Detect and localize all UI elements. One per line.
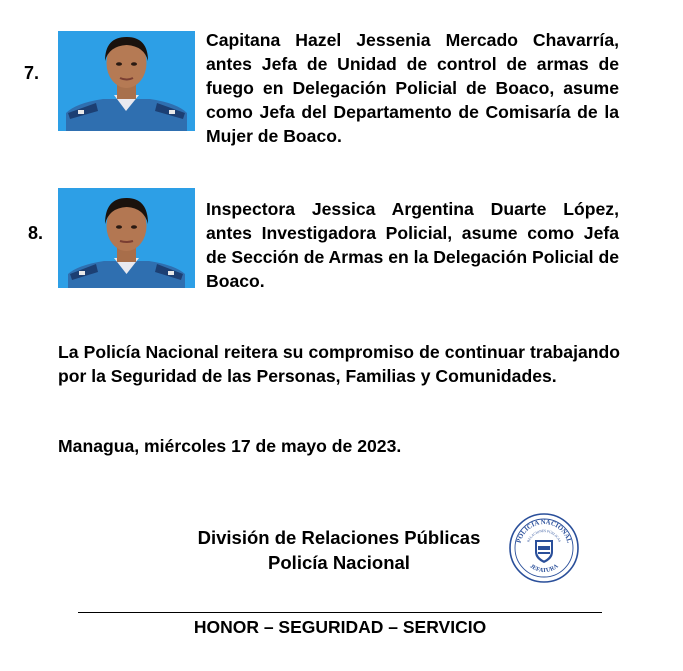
entry-text: Inspectora Jessica Argentina Duarte López, antes Investigadora Policial, asume como Jefa de Sección de Armas en la Delegación Policial de Boaco.: [206, 199, 619, 291]
footer-divider: [78, 612, 602, 613]
seal-text-bottom: JEFATURA: [528, 563, 560, 575]
footer-motto: HONOR – SEGURIDAD – SERVICIO: [193, 617, 487, 637]
signature-department: División de Relaciones Públicas: [197, 527, 481, 548]
police-seal-icon: [508, 512, 580, 584]
officer-portrait-photo: [58, 31, 195, 131]
entry-number: 7.: [24, 63, 40, 83]
entry-text: Capitana Hazel Jessenia Mercado Chavarría, antes Jefa de Unidad de control de armas de fuego en Delegación Policial de Boaco, asume como Jefa del Departamento de Comisaría de la Mujer de Boaco.: [206, 30, 619, 146]
officer-photo: [58, 31, 195, 131]
seal-text-top: POLICIA NACIONAL: [515, 518, 573, 544]
seal-text-inner: RELACIONES PÚBLICAS: [526, 528, 562, 543]
dateline: Managua, miércoles 17 de mayo de 2023.: [58, 436, 402, 456]
signature-institution: Policía Nacional: [268, 552, 410, 573]
entry-number: 8.: [28, 223, 44, 243]
commitment-paragraph: La Policía Nacional reitera su compromiso de continuar trabajando por la Seguridad de las Personas, Familias y Comunidades.: [58, 342, 620, 386]
officer-photo: [58, 188, 195, 288]
officer-portrait-photo: [58, 188, 195, 288]
